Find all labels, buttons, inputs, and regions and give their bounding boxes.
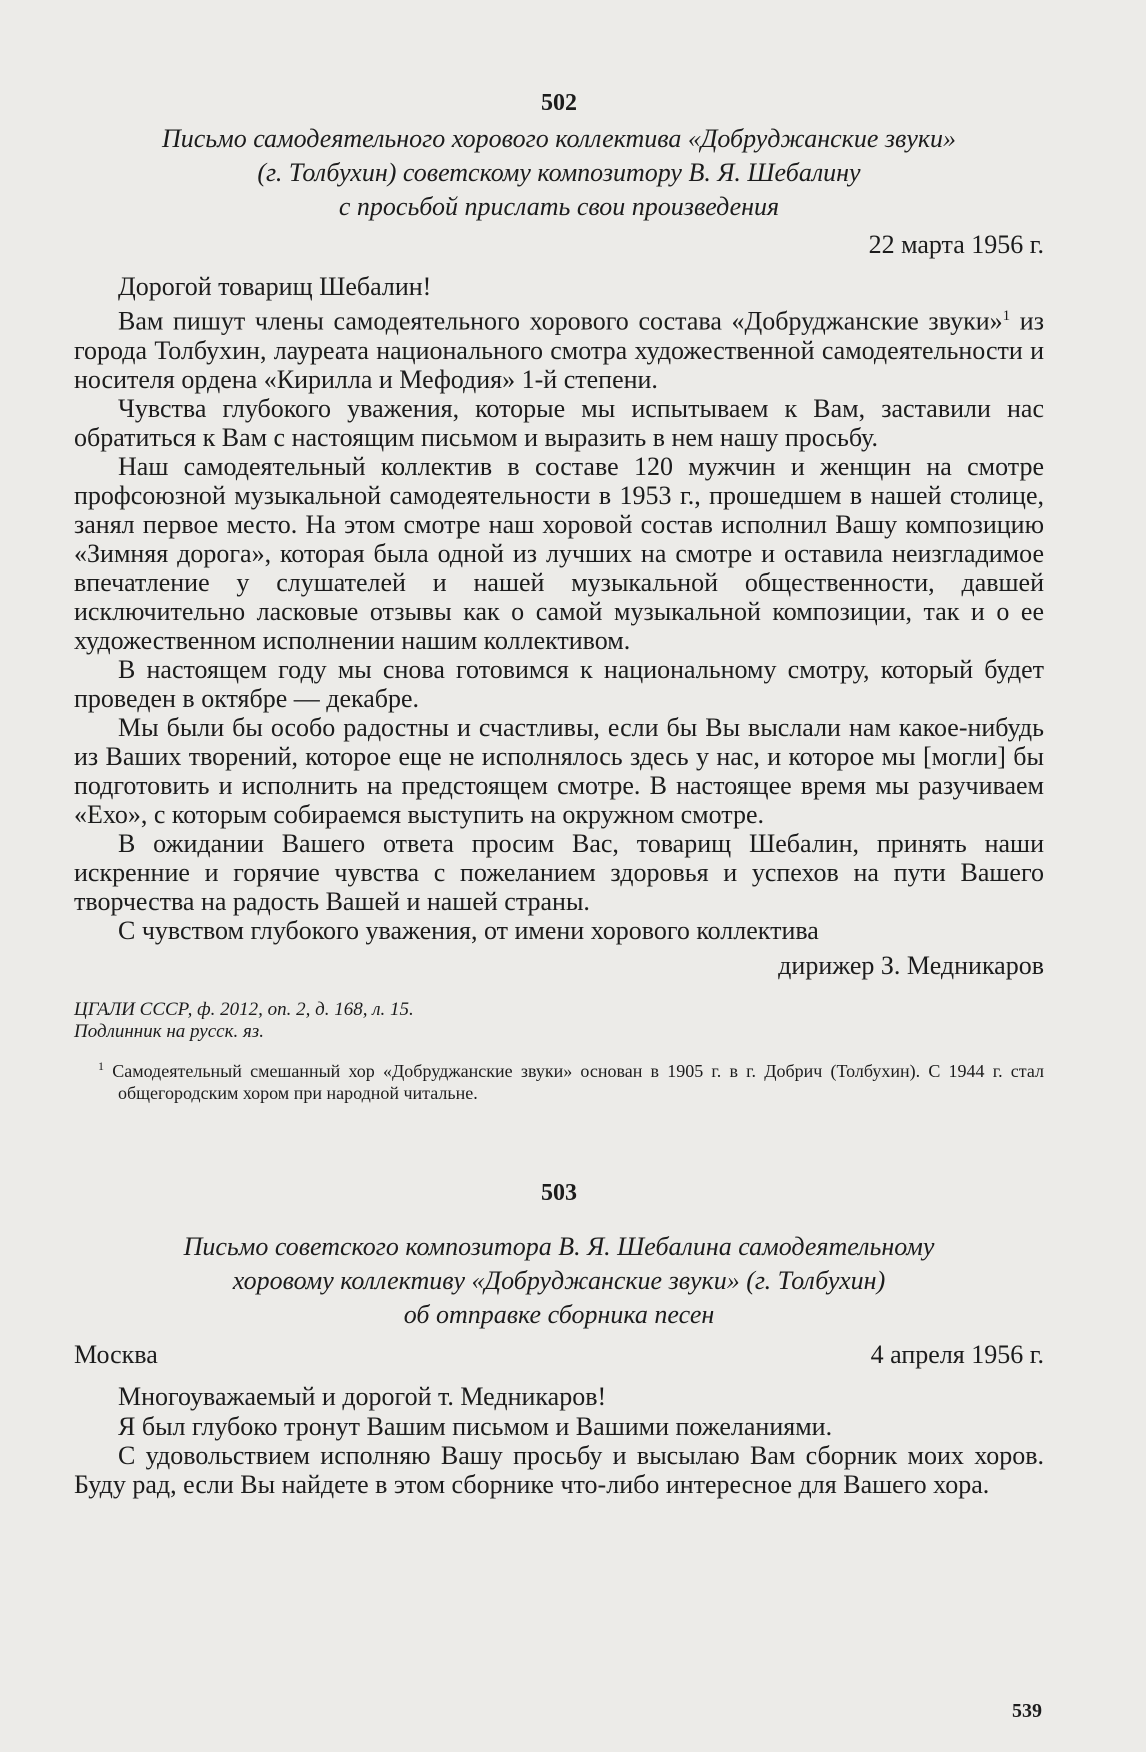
paragraph xyxy=(74,302,1044,394)
document-page xyxy=(74,88,1044,1499)
paragraph: С чувством глубокого уважения, от имени хорового коллектива xyxy=(118,915,819,945)
archive-line: ЦГАЛИ СССР, ф. 2012, оп. 2, д. 168, л. 15. xyxy=(74,998,414,1020)
letter-date: 4 апреля 1956 г. xyxy=(870,1339,1044,1369)
greeting: Многоуважаемый и дорогой т. Медникаров! xyxy=(118,1381,607,1411)
letter-date: 22 марта 1956 г. xyxy=(868,230,1044,259)
page-number: 539 xyxy=(1012,1700,1042,1722)
place-date-row xyxy=(74,1338,1044,1372)
title-line: Письмо самодеятельного хорового коллектива «Добруджанские звуки» xyxy=(161,124,957,153)
archive-reference xyxy=(74,999,1044,1043)
signature: дирижер З. Медникаров xyxy=(778,950,1044,980)
footnote xyxy=(74,1055,1044,1104)
greeting: Дорогой товарищ Шебалин! xyxy=(118,272,432,301)
document-number: 502 xyxy=(541,90,577,116)
letter-place: Москва xyxy=(74,1339,158,1369)
paragraph: Наш самодеятельный коллектив в составе 120 мужчин и женщин на смотре профсоюзной музыкальной самодеятельности в 1953 г., прошедшем в нашей столице, занял первое место. На этом смотре наш хоровой состав исполнил Вашу композицию «Зимняя дорога», которая была одной из лучших на смотре и оставила неизгладимое впечатление у слушателей и нашей музыкальной общественности, давшей исключительно ласковые отзывы как о самой музыкальной композиции, так и о ее художественном исполнении нашим коллективом. xyxy=(74,451,1044,655)
title-line: об отправке сборника песен xyxy=(403,1299,715,1329)
title-line: (г. Толбухин) советскому композитору В. Я. Шебалину xyxy=(257,158,861,187)
paragraph: В настоящем году мы снова готовимся к национальному смотру, который будет проведен в октябре — декабре. xyxy=(74,654,1044,713)
title-line: хоровому коллективу «Добруджанские звуки» (г. Толбухин) xyxy=(232,1265,886,1295)
footnote-ref: 1 xyxy=(1002,308,1011,324)
title-line: с просьбой прислать свои произведения xyxy=(338,192,780,221)
paragraph: Мы были бы особо радостны и счастливы, если бы Вы выслали нам какое-нибудь из Ваших творений, которое еще не исполнялось здесь у нас, и которое мы [могли] бы подготовить и исполнить на предстоящем смотре. В настоящее время мы разучиваем «Ехо», с которым собираемся выступить на окружном смотре. xyxy=(74,712,1044,829)
paragraph: Я был глубоко тронут Вашим письмом и Вашими пожеланиями. xyxy=(118,1411,833,1441)
title-line: Письмо советского композитора В. Я. Шебалина самодеятельному xyxy=(183,1231,935,1261)
archive-line: Подлинник на русск. яз. xyxy=(74,1020,264,1042)
footnote-marker: 1 xyxy=(98,1058,104,1073)
paragraph-text: Вам пишут члены самодеятельного хорового состава «Добруджанские звуки» xyxy=(118,306,1003,336)
paragraph: Чувства глубокого уважения, которые мы испытываем к Вам, заставили нас обратиться к Вам с настоящим письмом и выразить в нем нашу просьбу. xyxy=(74,393,1044,452)
document-number: 503 xyxy=(541,1179,577,1206)
footnote-text: Самодеятельный смешанный хор «Добруджанские звуки» основан в 1905 г. в г. Добрич (Толбухин). С 1944 г. стал общегородским хором при народной читальне. xyxy=(104,1060,1044,1103)
document-title xyxy=(74,1230,1044,1332)
paragraph-text: из города Толбухин, лауреата национального смотра художественной самодеятельности и носителя ордена «Кирилла и Мефодия» 1-й степени. xyxy=(74,306,1044,394)
paragraph: В ожидании Вашего ответа просим Вас, товарищ Шебалин, принять наши искренние и горячие чувства с пожеланием здоровья и успехов на пути Вашего творчества на радость Вашей и нашей страны. xyxy=(74,828,1044,916)
document-title xyxy=(74,122,1044,224)
paragraph: С удовольствием исполняю Вашу просьбу и высылаю Вам сборник моих хоров. Буду рад, если Вы найдете в этом сборнике что-либо интересное для Вашего хора. xyxy=(74,1440,1044,1499)
